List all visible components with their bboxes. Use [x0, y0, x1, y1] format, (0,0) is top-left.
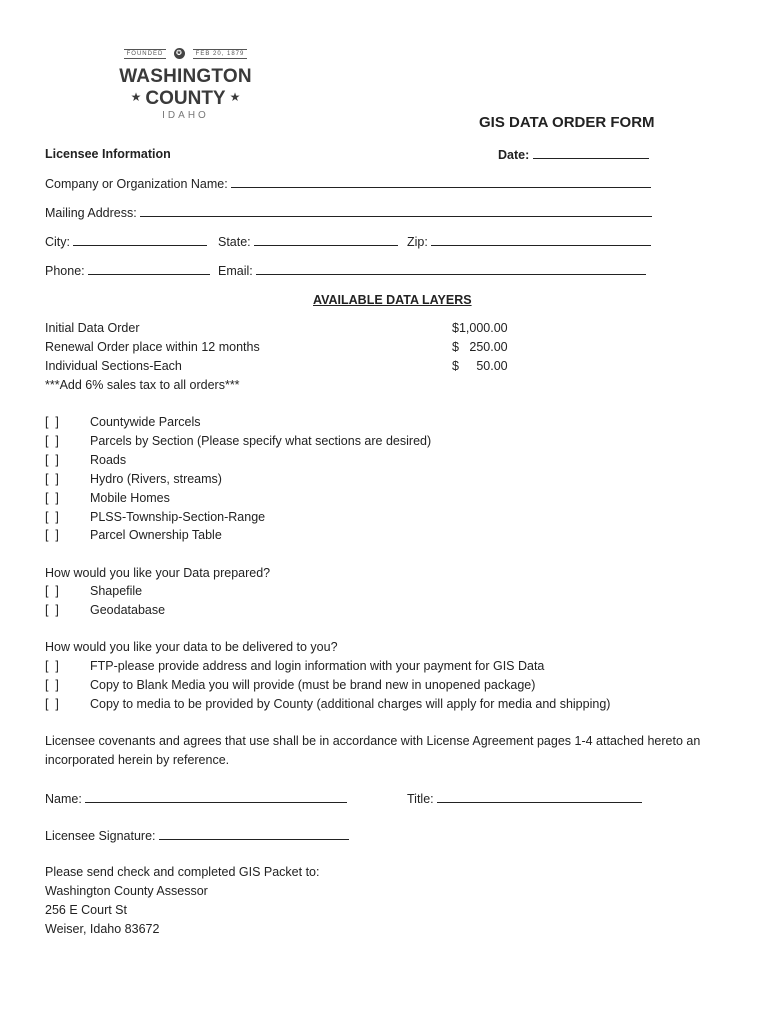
layer-item: Countywide Parcels [90, 415, 201, 429]
zip-label: Zip: [407, 235, 428, 249]
delivery-item: Copy to Blank Media you will provide (must be brand new in unopened package) [90, 678, 536, 692]
checkbox[interactable]: [ ] [45, 491, 59, 505]
checkbox[interactable]: [ ] [45, 510, 59, 524]
send-to-line: Weiser, Idaho 83672 [45, 922, 160, 936]
title-field[interactable] [437, 790, 642, 803]
name-row [45, 790, 347, 807]
phone-row [45, 262, 210, 279]
covenant-line: incorporated herein by reference. [45, 753, 230, 767]
email-field[interactable] [256, 262, 646, 275]
send-to-line: Please send check and completed GIS Packet to: [45, 865, 320, 879]
logo-washington: WASHINGTON [119, 66, 252, 87]
state-label: State: [218, 235, 251, 249]
email-label: Email: [218, 264, 253, 278]
company-row [45, 175, 651, 192]
city-row [45, 233, 207, 250]
phone-label: Phone: [45, 264, 85, 278]
tax-note: ***Add 6% sales tax to all orders*** [45, 378, 240, 392]
title-label: Title: [407, 792, 434, 806]
company-field[interactable] [231, 175, 651, 188]
title-row [407, 790, 642, 807]
prepared-question: How would you like your Data prepared? [45, 566, 271, 580]
logo-idaho: IDAHO [162, 110, 209, 121]
checkbox[interactable]: [ ] [45, 678, 59, 692]
date-field[interactable] [533, 146, 649, 159]
price-value: $ 250.00 [452, 340, 508, 354]
checkbox[interactable]: [ ] [45, 415, 59, 429]
format-item: Shapefile [90, 584, 143, 598]
checkbox[interactable]: [ ] [45, 528, 59, 542]
email-row [218, 262, 646, 279]
mailing-field[interactable] [140, 204, 652, 217]
checkbox[interactable]: [ ] [45, 434, 59, 448]
name-label: Name: [45, 792, 82, 806]
signature-row [45, 827, 349, 844]
name-field[interactable] [85, 790, 347, 803]
price-value: $ 50.00 [452, 359, 508, 373]
checkbox[interactable]: [ ] [45, 584, 59, 598]
logo-date: FEB 20, 1879 [193, 49, 248, 59]
zip-field[interactable] [431, 233, 651, 246]
delivery-item: Copy to media to be provided by County (additional charges will apply for media and shipping) [90, 697, 611, 711]
phone-field[interactable] [88, 262, 210, 275]
layer-item: PLSS-Township-Section-Range [90, 510, 266, 524]
star-icon: ★ [130, 90, 142, 104]
delivery-item: FTP-please provide address and login information with your payment for GIS Data [90, 659, 545, 673]
logo-county-line [118, 88, 253, 110]
company-label: Company or Organization Name: [45, 177, 228, 191]
city-field[interactable] [73, 233, 207, 246]
layer-item: Roads [90, 453, 127, 467]
state-field[interactable] [254, 233, 398, 246]
checkbox[interactable]: [ ] [45, 472, 59, 486]
logo-founded: FOUNDED [124, 49, 167, 59]
price-label: Individual Sections-Each [45, 359, 182, 373]
price-value: $1,000.00 [452, 321, 508, 335]
date-row [498, 146, 649, 163]
logo-county: COUNTY [145, 88, 226, 109]
seal-icon: ✪ [174, 48, 185, 59]
checkbox[interactable]: [ ] [45, 697, 59, 711]
price-label: Renewal Order place within 12 months [45, 340, 260, 354]
checkbox[interactable]: [ ] [45, 453, 59, 467]
layer-item: Parcel Ownership Table [90, 528, 222, 542]
date-label: Date: [498, 148, 530, 162]
zip-row [407, 233, 651, 250]
star-icon: ★ [229, 90, 241, 104]
send-to-line: 256 E Court St [45, 903, 127, 917]
licensee-info-heading: Licensee Information [45, 147, 171, 161]
layer-item: Parcels by Section (Please specify what sections are desired) [90, 434, 432, 448]
format-item: Geodatabase [90, 603, 166, 617]
city-label: City: [45, 235, 70, 249]
signature-field[interactable] [159, 827, 349, 840]
mailing-label: Mailing Address: [45, 206, 137, 220]
send-to-line: Washington County Assessor [45, 884, 208, 898]
data-layers-heading: AVAILABLE DATA LAYERS [313, 293, 472, 307]
layer-item: Hydro (Rivers, streams) [90, 472, 222, 486]
signature-label: Licensee Signature: [45, 829, 156, 843]
layer-item: Mobile Homes [90, 491, 170, 505]
county-logo [118, 44, 253, 126]
delivery-question: How would you like your data to be delivered to you? [45, 640, 338, 654]
checkbox[interactable]: [ ] [45, 603, 59, 617]
state-row [218, 233, 398, 250]
price-label: Initial Data Order [45, 321, 140, 335]
covenant-line: Licensee covenants and agrees that use shall be in accordance with License Agreement pages 1-4 attached hereto an [45, 734, 701, 748]
mailing-row [45, 204, 652, 221]
form-title: GIS DATA ORDER FORM [479, 114, 655, 131]
checkbox[interactable]: [ ] [45, 659, 59, 673]
